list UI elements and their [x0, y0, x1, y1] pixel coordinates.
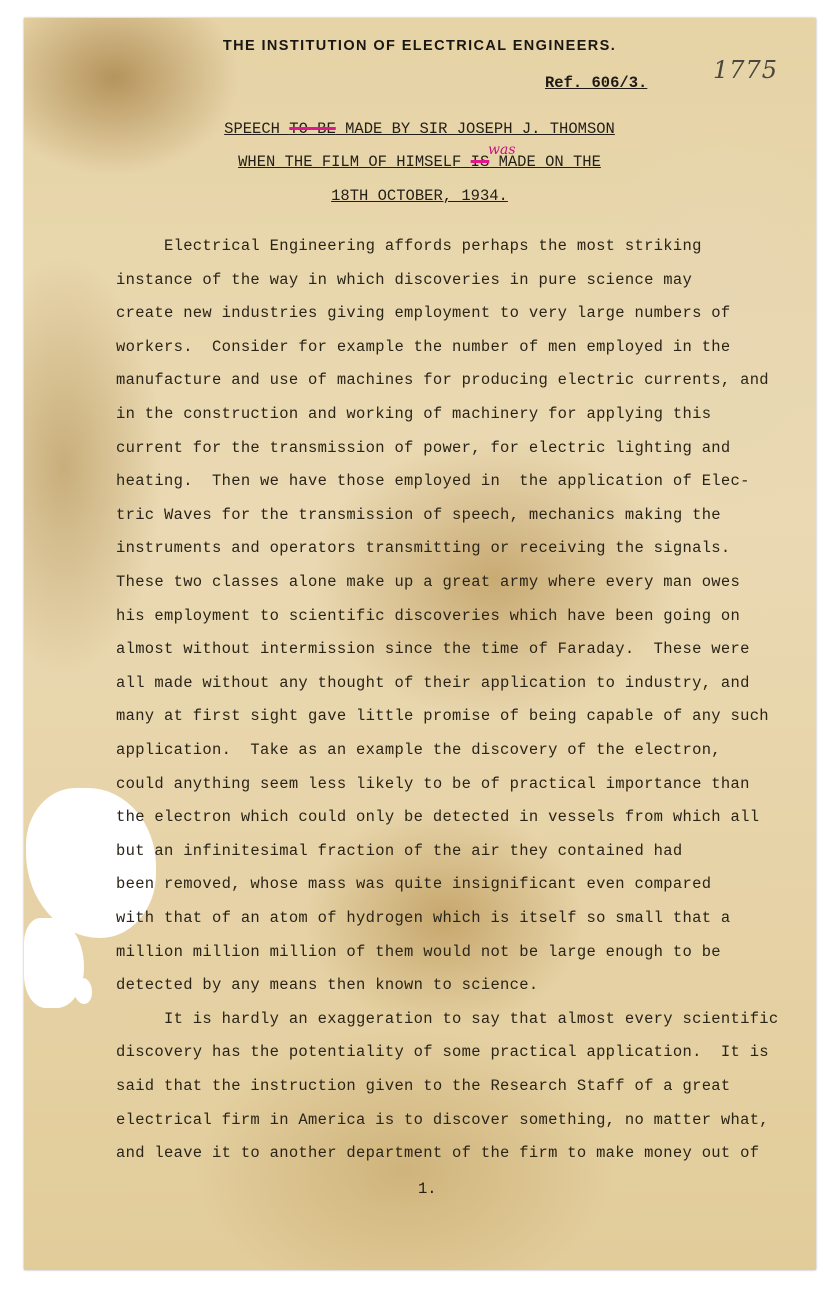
struck-text: TO BE [289, 120, 336, 138]
body-line: create new industries giving employment to very large numbers of [116, 304, 731, 323]
body-line: manufacture and use of machines for producing electric currents, and [116, 371, 769, 390]
body-line: instance of the way in which discoveries in pure science may [116, 270, 693, 289]
body-line: detected by any means then known to science. [116, 976, 539, 995]
body-line: and leave it to another department of the firm to make money out of [116, 1144, 760, 1163]
body-line: but an infinitesimal fraction of the air they contained had [116, 841, 683, 860]
body-line: many at first sight gave little promise of being capable of any such [116, 707, 769, 726]
title-line-2: WHEN THE FILM OF HIMSELF IS MADE ON THE [238, 153, 601, 171]
body-line: with that of an atom of hydrogen which is itself so small that a [116, 909, 731, 927]
body-line: These two classes alone make up a great army where every man owes [116, 573, 741, 591]
paper-damage [74, 978, 92, 1004]
body-line: electrical firm in America is to discover something, no matter what, [116, 1110, 769, 1129]
body-line: his employment to scientific discoveries which have been going on [116, 606, 741, 625]
title-line-1: SPEECH TO BE MADE BY SIR JOSEPH J. THOMSON [224, 120, 615, 138]
handwritten-archive-number: 1775 [713, 56, 779, 84]
body-line: almost without intermission since the time of Faraday. These were [116, 640, 750, 659]
body-line: all made without any thought of their application to industry, and [116, 673, 750, 692]
body-line: application. Take as an example the discovery of the electron, [116, 741, 721, 759]
body-line: heating. Then we have those employed in the application of Elec- [116, 472, 750, 491]
body-line: Electrical Engineering affords perhaps the most striking [116, 237, 702, 255]
body-line: could anything seem less likely to be of practical importance than [116, 774, 750, 793]
reference-number: Ref. 606/3. [545, 74, 648, 92]
struck-text: IS [470, 153, 490, 171]
body-line: million million million of them would not be large enough to be [116, 942, 721, 961]
body-line: workers. Consider for example the number of men employed in the [116, 337, 731, 356]
body-line: instruments and operators transmitting or receiving the signals. [116, 539, 731, 558]
body-line: It is hardly an exaggeration to say that almost every scientific [116, 1009, 779, 1028]
body-line: discovery has the potentiality of some practical application. It is [116, 1043, 769, 1062]
title-line-3: 18TH OCTOBER, 1934. [331, 187, 508, 205]
body-line: the electron which could only be detected in vessels from which all [116, 808, 760, 827]
body-line: in the construction and working of machinery for applying this [116, 405, 712, 423]
body-line: been removed, whose mass was quite insignificant even compared [116, 875, 712, 894]
handwritten-insertion: was [488, 142, 516, 158]
body-line: current for the transmission of power, for electric lighting and [116, 438, 731, 457]
page-number: 1. [418, 1180, 437, 1198]
body-line: tric Waves for the transmission of speech, mechanics making the [116, 505, 721, 524]
institution-heading: THE INSTITUTION OF ELECTRICAL ENGINEERS. [222, 38, 617, 54]
body-line: said that the instruction given to the Research Staff of a great [116, 1077, 731, 1095]
